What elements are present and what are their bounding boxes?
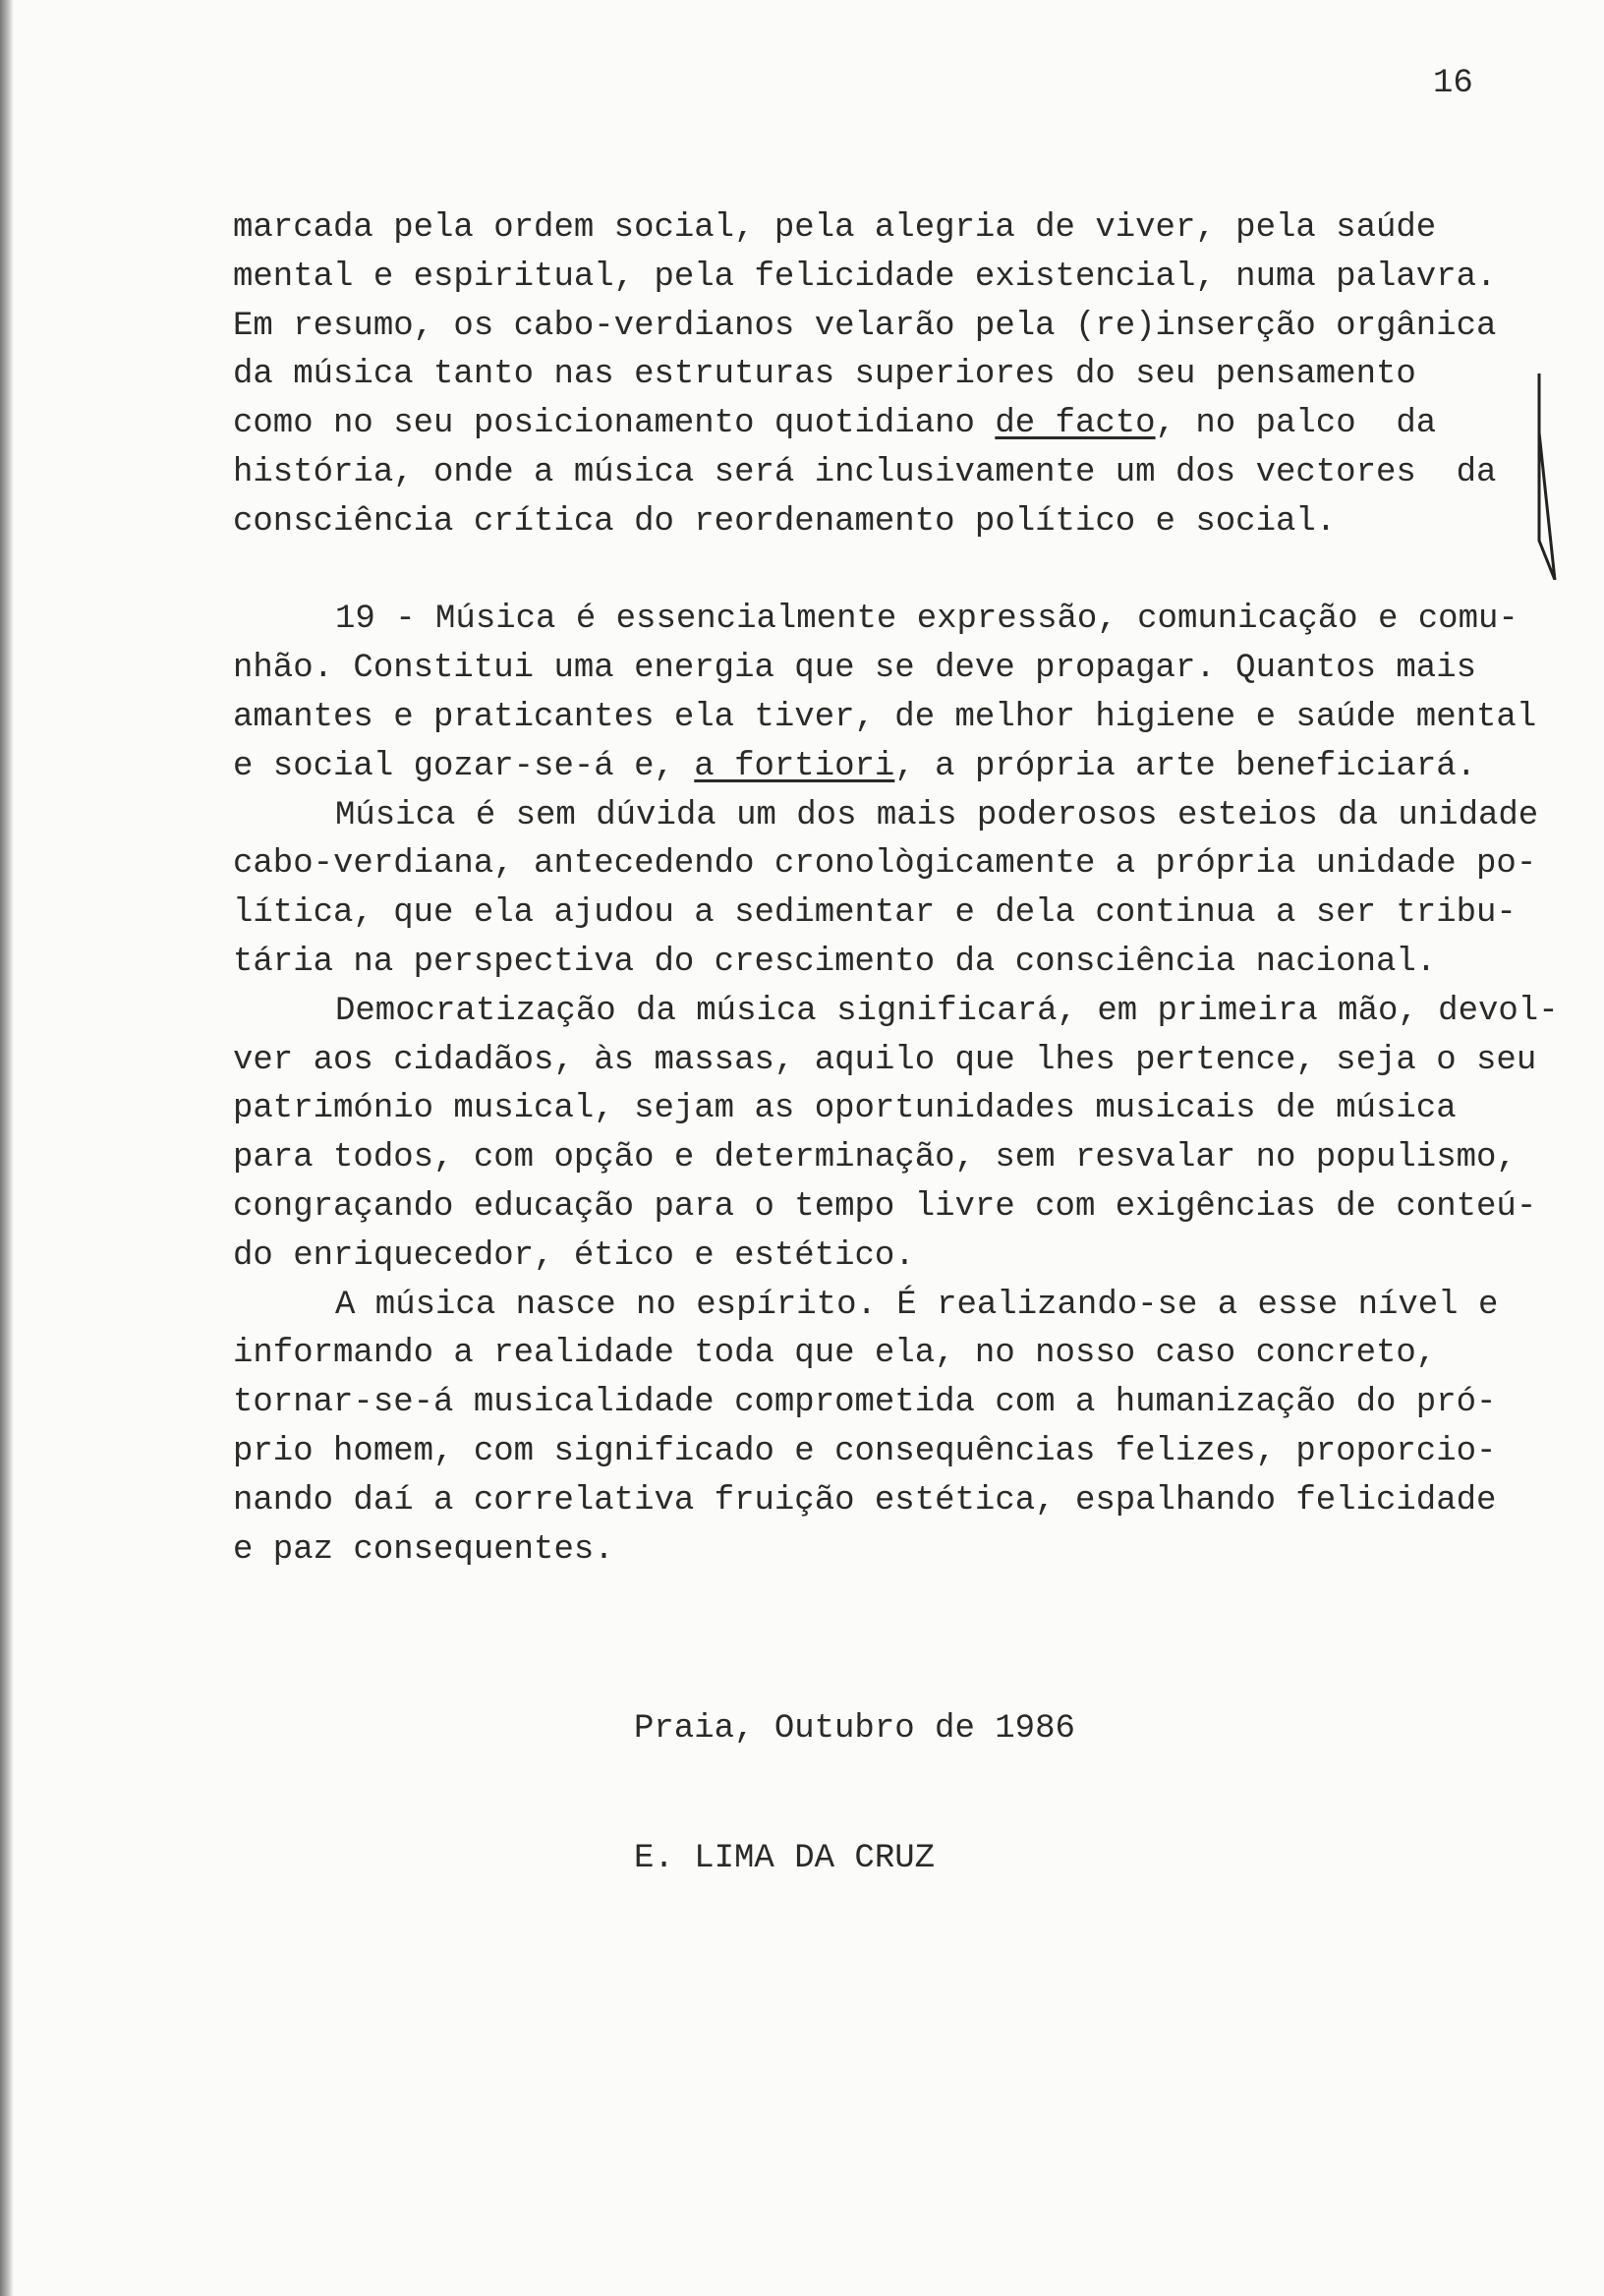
line-text: nando daí a correlativa fruição estética, espalhando felicidade <box>233 1481 1497 1520</box>
text-line <box>233 792 1539 841</box>
text-line <box>233 1526 1530 1576</box>
line-text: património musical, sejam as oportunidades musicais de música <box>233 1090 1457 1128</box>
margin-bracket-mark <box>1535 373 1557 580</box>
text-line <box>233 400 1530 449</box>
text-line <box>233 449 1530 498</box>
text-line <box>233 1085 1530 1134</box>
line-text: ver aos cidadãos, às massas, aquilo que lhes pertence, seja o seu <box>233 1041 1537 1079</box>
line-text: história, onde a música será inclusivamente um dos vectores da <box>233 453 1497 491</box>
line-text: como no seu posicionamento quotidiano <box>233 405 996 443</box>
text-line <box>233 645 1530 694</box>
text-line <box>233 1183 1537 1233</box>
page-number: 16 <box>1433 65 1473 102</box>
line-text: e social gozar-se-á e, <box>233 747 695 785</box>
line-text: tornar-se-á musicalidade comprometida com a humanização do pró- <box>233 1384 1497 1422</box>
line-text: marcada pela ordem social, pela alegria de viver, pela saúde <box>233 209 1437 247</box>
text-line <box>233 890 1530 939</box>
line-text: e paz consequentes. <box>233 1530 614 1569</box>
text-line <box>233 1233 1530 1282</box>
text-line <box>233 1428 1530 1477</box>
text-line <box>233 254 1530 303</box>
underlined-phrase: de facto <box>995 405 1156 443</box>
line-text: prio homem, com significado e consequências felizes, proporcio- <box>233 1432 1497 1470</box>
text-line <box>233 988 1559 1037</box>
line-text: consciência crítica do reordenamento político e social. <box>233 502 1337 541</box>
line-text: da música tanto nas estruturas superiores do seu pensamento <box>233 356 1416 394</box>
author-signature-line: E. LIMA DA CRUZ <box>634 1840 936 1877</box>
scan-edge-shadow <box>0 0 14 2296</box>
text-line <box>233 694 1537 743</box>
line-text: amantes e praticantes ela tiver, de melhor higiene e saúde mental <box>233 698 1537 736</box>
text-line <box>233 498 1530 547</box>
text-line <box>233 351 1530 400</box>
text-line <box>233 547 1530 597</box>
line-text: lítica, que ela ajudou a sedimentar e dela continua a ser tribu- <box>233 894 1517 933</box>
text-line <box>233 1477 1530 1526</box>
underlined-phrase: a fortiori <box>694 747 895 785</box>
place-date: Praia, Outubro de 1986 <box>634 1710 1075 1748</box>
text-line <box>233 939 1530 988</box>
document-body <box>233 204 1559 1575</box>
text-line <box>233 596 1530 645</box>
line-text: Música é sem dúvida um dos mais poderosos esteios da unidade <box>335 796 1539 834</box>
text-line <box>233 204 1530 254</box>
text-line <box>233 840 1537 890</box>
line-text: Democratização da música significará, em primeira mão, devol- <box>335 992 1559 1030</box>
line-text: para todos, com opção e determinação, sem resvalar no populismo, <box>233 1139 1517 1177</box>
text-line <box>233 1282 1530 1331</box>
line-text: do enriquecedor, ético e estético. <box>233 1236 915 1275</box>
line-text-after: , a própria arte beneficiará. <box>894 747 1477 785</box>
line-text: Em resumo, os cabo-verdianos velarão pela (re)inserção orgânica <box>233 307 1497 345</box>
text-line <box>233 303 1530 352</box>
line-text: tária na perspectiva do crescimento da consciência nacional. <box>233 943 1437 981</box>
line-text: 19 - Música é essencialmente expressão, comunicação e comu- <box>335 601 1518 639</box>
line-text: cabo-verdiana, antecedendo cronològicamente a própria unidade po- <box>233 845 1537 884</box>
line-text-after: , no palco da <box>1155 405 1437 443</box>
text-line <box>233 1134 1530 1183</box>
line-text: mental e espiritual, pela felicidade existencial, numa palavra. <box>233 258 1497 296</box>
text-line <box>233 1379 1530 1428</box>
line-text: nhão. Constitui uma energia que se deve propagar. Quantos mais <box>233 650 1477 688</box>
text-line <box>233 1330 1530 1379</box>
text-line <box>233 743 1530 792</box>
text-line <box>233 1037 1537 1086</box>
line-text: A música nasce no espírito. É realizando-se a esse nível e <box>335 1286 1499 1324</box>
line-text: informando a realidade toda que ela, no nosso caso concreto, <box>233 1335 1437 1373</box>
line-text: congraçando educação para o tempo livre com exigências de conteú- <box>233 1187 1537 1226</box>
